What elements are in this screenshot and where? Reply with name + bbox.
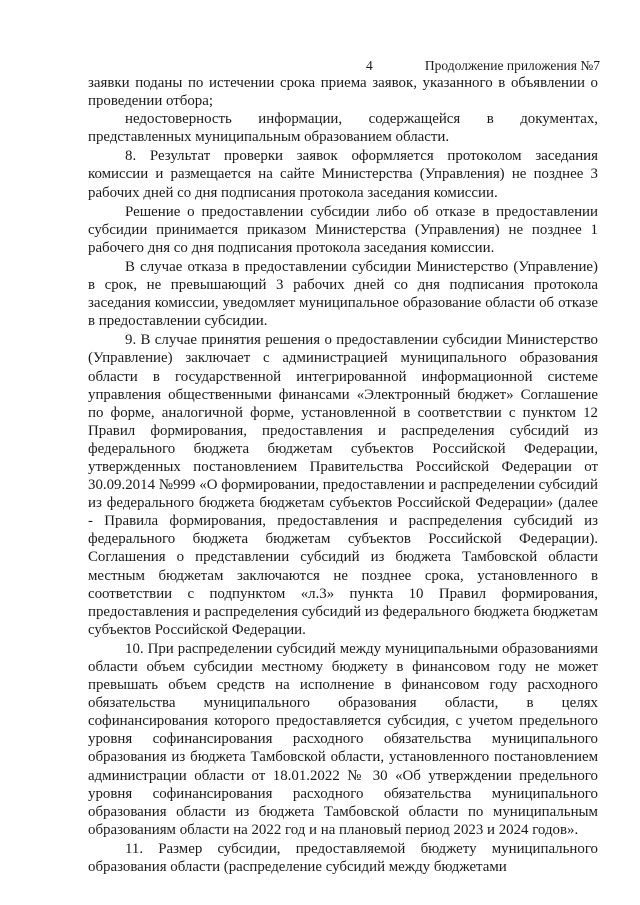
paragraph: заявки поданы по истечении срока приема заявок, указанного в объявлении о проведении отбора; <box>88 75 598 110</box>
paragraph: недостоверность информации, содержащейся в документах, представленных муниципальным образованием области. <box>88 111 598 146</box>
paragraph: 11. Размер субсидии, предоставляемой бюджету муниципального образования области (распределение субсидий между бюджетами <box>88 840 598 876</box>
paragraph: В случае отказа в предоставлении субсидии Министерство (Управление) в срок, не превышающий 3 рабочих дней со дня подписания протокола заседания комиссии, уведомляет муниципальное образование области об отказе в предоставлении субсидии. <box>88 258 598 330</box>
document-body <box>88 74 598 876</box>
paragraph: 8. Результат проверки заявок оформляется протоколом заседания комиссии и размещается на сайте Министерства (Управления) не позднее 3 рабочих дней со дня подписания протокола заседания комиссии. <box>88 148 598 201</box>
paragraph: Решение о предоставлении субсидии либо об отказе в предоставлении субсидии принимается приказом Министерства (Управления) не позднее 1 рабочего дня со дня подписания протокола заседания комиссии. <box>88 203 598 256</box>
paragraph: 9. В случае принятия решения о предоставлении субсидии Министерство (Управление) заключает с администрацией муниципального образования области в государственной интегрированной информационной системе управления общественными финансами «Электронный бюджет» Соглашение по форме, аналогичной форме, установленной в соответствии с пунктом 12 Правил формирования, предоставления и распределения субсидий из федерального бюджета бюджетам субъектов Российской Федерации, утвержденных постановлением Правительства Российской Федерации от 30.09.2014 №999 «О формировании, предоставлении и распределении субсидий из федерального бюджета бюджетам субъектов Российской Федерации» (далее - Правила формирования, предоставления и распределения субсидий из федерального бюджета бюджетам субъектов Российской Федерации). Соглашения о представлении субсидий из бюджета Тамбовской области местным бюджетам заключаются не позднее срока, установленного в соответствии с подпунктом «л.3» пункта 10 Правил формирования, предоставления и распределения субсидий из федерального бюджета бюджетам субъектов Российской Федерации. <box>88 332 598 638</box>
appendix-note: Продолжение приложения №7 <box>424 58 600 73</box>
page-number: 4 <box>366 58 373 73</box>
paragraph: 10. При распределении субсидий между муниципальными образованиями области объем субсидии местному бюджету в финансовом году не может превышать объем средств на исполнение в финансовом году расходного обязательства муниципального образования области, в целях софинансирования которого предоставляется субсидия, с учетом предельного уровня софинансирования расходного обязательства муниципального образования из бюджета Тамбовской области, установленного постановлением администрации области от 18.01.2022 № 30 «Об утверждении предельного уровня софинансирования расходного обязательства муниципального образования области из бюджета Тамбовской области по муниципальным образованиям области на 2022 год и на плановый период 2023 и 2024 годов». <box>88 640 598 838</box>
